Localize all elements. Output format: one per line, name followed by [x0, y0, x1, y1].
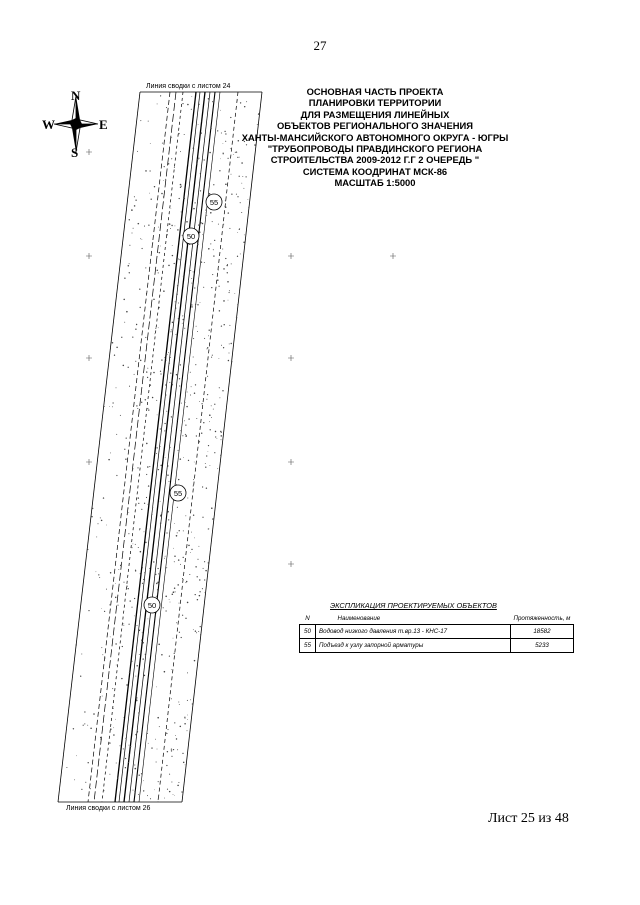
title-line: ХАНТЫ-МАНСИЙСКОГО АВТОНОМНОГО ОКРУГА - ЮГРЫ	[241, 131, 509, 143]
svg-text:50: 50	[147, 601, 157, 610]
title-line: МАСШТАБ 1:5000	[334, 177, 416, 189]
pipeline-lines	[115, 92, 220, 802]
legend-row	[300, 625, 574, 639]
compass-east-letter: E	[99, 117, 108, 132]
svg-text:50: 50	[186, 232, 196, 241]
legend-header-num: N	[305, 614, 310, 622]
legend-header-row	[300, 612, 574, 625]
title-line: ОБЪЕКТОВ РЕГИОНАЛЬНОГО ЗНАЧЕНИЯ	[277, 120, 473, 132]
top-match-label: Линия сводки с листом 24	[146, 83, 231, 90]
title-block	[225, 86, 525, 189]
route-marker	[206, 194, 222, 210]
legend-title: ЭКСПЛИКАЦИЯ ПРОЕКТИРУЕМЫХ ОБЪЕКТОВ	[330, 601, 497, 610]
compass-north-letter: N	[71, 88, 81, 103]
legend-row-name: Водовод низкого давления т.вр.13 - КНС-17	[316, 625, 511, 639]
legend-row-length: 5233	[511, 639, 574, 653]
sheet-footer: Лист 25 из 48	[488, 811, 569, 826]
corridor-right-boundary	[182, 92, 262, 802]
legend-row-length: 18582	[511, 625, 574, 639]
legend-row-num: 55	[300, 639, 316, 653]
grid-crosses	[86, 149, 396, 567]
compass-south-letter: S	[71, 145, 79, 160]
title-line: ОСНОВНАЯ ЧАСТЬ ПРОЕКТА	[306, 86, 444, 97]
legend-header-name: Наименование	[337, 614, 381, 622]
legend-row	[300, 639, 574, 653]
legend-row-num: 50	[300, 625, 316, 639]
title-line: СИСТЕМА КООДРИНАТ МСК-86	[302, 165, 448, 177]
svg-text:55: 55	[173, 489, 183, 498]
route-marker	[144, 597, 160, 613]
legend-header-length: Протяженность, м	[513, 614, 571, 622]
compass-west-letter: W	[42, 117, 55, 132]
legend-table	[299, 612, 574, 653]
route-marker	[170, 485, 186, 501]
title-line: СТРОИТЕЛЬСТВА 2009-2012 Г.Г 2 ОЧЕРЕДЬ "	[270, 154, 480, 166]
title-line: "ТРУБОПРОВОДЫ ПРАВДИНСКОГО РЕГИОНА	[267, 143, 483, 155]
bottom-match-label: Линия сводки с листом 26	[66, 805, 151, 812]
route-marker	[183, 228, 199, 244]
svg-text:55: 55	[209, 198, 219, 207]
page-number: 27	[313, 38, 327, 53]
title-line: ДЛЯ РАЗМЕЩЕНИЯ ЛИНЕЙНЫХ	[300, 108, 450, 120]
title-line: ПЛАНИРОВКИ ТЕРРИТОРИИ	[308, 97, 442, 109]
legend-row-name: Подъезд к узлу запорной арматуры	[316, 639, 511, 653]
terrain-stipple	[66, 95, 259, 799]
compass-rose-icon	[54, 96, 98, 152]
